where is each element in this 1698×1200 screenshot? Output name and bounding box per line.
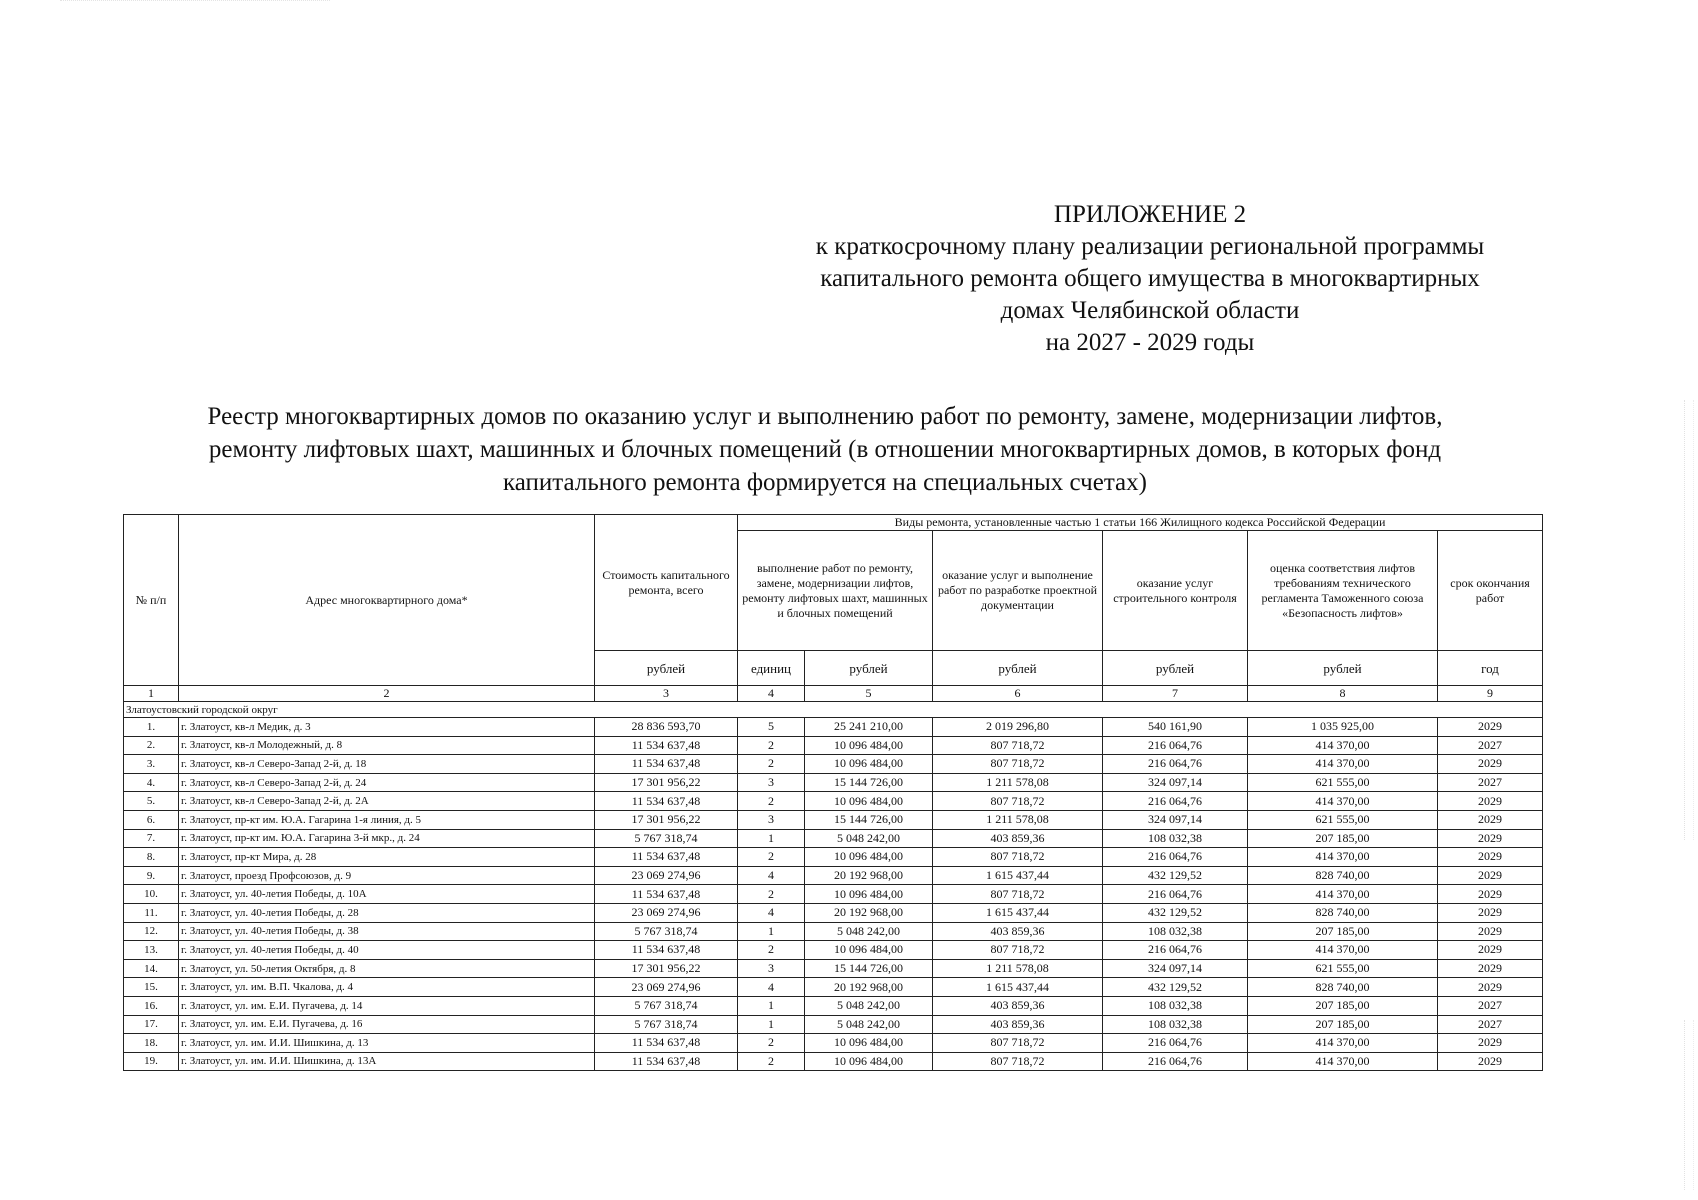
row-cost: 17 301 956,22 bbox=[595, 810, 738, 829]
unit-lift-count: единиц bbox=[738, 651, 805, 686]
row-control-cost: 540 161,90 bbox=[1103, 718, 1248, 737]
row-cost: 17 301 956,22 bbox=[595, 959, 738, 978]
column-number: 5 bbox=[805, 686, 933, 702]
row-lift-cost: 5 048 242,00 bbox=[805, 922, 933, 941]
column-number: 7 bbox=[1103, 686, 1248, 702]
row-year: 2027 bbox=[1438, 1015, 1543, 1034]
row-control-cost: 216 064,76 bbox=[1103, 848, 1248, 867]
table-row bbox=[124, 1034, 1543, 1053]
row-year: 2027 bbox=[1438, 736, 1543, 755]
row-control-cost: 108 032,38 bbox=[1103, 996, 1248, 1015]
appendix-line: капитального ремонта общего имущества в многоквартирных bbox=[820, 265, 1480, 292]
row-cost: 5 767 318,74 bbox=[595, 1015, 738, 1034]
row-lift-cost: 20 192 968,00 bbox=[805, 978, 933, 997]
row-address: г. Златоуст, кв-л Северо-Запад 2-й, д. 18 bbox=[179, 755, 595, 774]
row-number: 7. bbox=[124, 829, 179, 848]
row-lift-cost: 20 192 968,00 bbox=[805, 866, 933, 885]
row-lift-units: 2 bbox=[738, 848, 805, 867]
unit-control: рублей bbox=[1103, 651, 1248, 686]
header-lift-works: выполнение работ по ремонту, замене, модернизации лифтов, ремонту лифтовых шахт, машинных и блочных помещений bbox=[738, 531, 933, 651]
row-lift-units: 4 bbox=[738, 903, 805, 922]
row-year: 2029 bbox=[1438, 1052, 1543, 1071]
row-year: 2029 bbox=[1438, 810, 1543, 829]
row-lift-cost: 10 096 484,00 bbox=[805, 885, 933, 904]
table-row bbox=[124, 736, 1543, 755]
register-title-line: капитального ремонта формируется на специальных счетах) bbox=[503, 469, 1147, 496]
row-design-cost: 1 211 578,08 bbox=[933, 959, 1103, 978]
header-cost: Стоимость капитального ремонта, всего bbox=[595, 515, 738, 651]
row-control-cost: 432 129,52 bbox=[1103, 903, 1248, 922]
table-row bbox=[124, 996, 1543, 1015]
row-assessment-cost: 414 370,00 bbox=[1248, 885, 1438, 904]
row-cost: 28 836 593,70 bbox=[595, 718, 738, 737]
table-row bbox=[124, 848, 1543, 867]
row-lift-units: 3 bbox=[738, 773, 805, 792]
row-assessment-cost: 414 370,00 bbox=[1248, 1052, 1438, 1071]
appendix-period: на 2027 - 2029 годы bbox=[1045, 329, 1255, 356]
row-cost: 23 069 274,96 bbox=[595, 978, 738, 997]
row-design-cost: 807 718,72 bbox=[933, 1052, 1103, 1071]
scan-smudge bbox=[60, 0, 330, 7]
row-lift-units: 2 bbox=[738, 736, 805, 755]
row-number: 4. bbox=[124, 773, 179, 792]
row-year: 2029 bbox=[1438, 848, 1543, 867]
row-lift-units: 3 bbox=[738, 959, 805, 978]
row-number: 18. bbox=[124, 1034, 179, 1053]
row-design-cost: 403 859,36 bbox=[933, 829, 1103, 848]
row-cost: 11 534 637,48 bbox=[595, 736, 738, 755]
row-address: г. Златоуст, ул. 40-летия Победы, д. 38 bbox=[179, 922, 595, 941]
row-address: г. Златоуст, ул. им. И.И. Шишкина, д. 13 bbox=[179, 1034, 595, 1053]
appendix-header bbox=[790, 199, 1510, 359]
header-assessment: оценка соответствия лифтов требованиям технического регламента Таможенного союза «Безопасность лифтов» bbox=[1248, 531, 1438, 651]
row-lift-cost: 10 096 484,00 bbox=[805, 755, 933, 774]
row-address: г. Златоуст, пр-кт Мира, д. 28 bbox=[179, 848, 595, 867]
column-number: 4 bbox=[738, 686, 805, 702]
table-row bbox=[124, 978, 1543, 997]
column-number: 6 bbox=[933, 686, 1103, 702]
table-row bbox=[124, 718, 1543, 737]
table-row bbox=[124, 755, 1543, 774]
column-number: 1 bbox=[124, 686, 179, 702]
row-control-cost: 324 097,14 bbox=[1103, 959, 1248, 978]
row-design-cost: 807 718,72 bbox=[933, 885, 1103, 904]
row-lift-units: 2 bbox=[738, 1052, 805, 1071]
row-address: г. Златоуст, ул. 50-летия Октября, д. 8 bbox=[179, 959, 595, 978]
row-lift-cost: 10 096 484,00 bbox=[805, 848, 933, 867]
row-design-cost: 807 718,72 bbox=[933, 755, 1103, 774]
row-lift-units: 4 bbox=[738, 866, 805, 885]
row-assessment-cost: 414 370,00 bbox=[1248, 1034, 1438, 1053]
row-control-cost: 324 097,14 bbox=[1103, 810, 1248, 829]
unit-year: год bbox=[1438, 651, 1543, 686]
group-label: Златоустовский городской округ bbox=[124, 702, 1543, 718]
row-control-cost: 108 032,38 bbox=[1103, 1015, 1248, 1034]
row-cost: 5 767 318,74 bbox=[595, 829, 738, 848]
column-number-row bbox=[124, 686, 1543, 702]
column-number: 3 bbox=[595, 686, 738, 702]
row-lift-units: 1 bbox=[738, 922, 805, 941]
row-address: г. Златоуст, пр-кт им. Ю.А. Гагарина 3-й мкр., д. 24 bbox=[179, 829, 595, 848]
row-year: 2029 bbox=[1438, 885, 1543, 904]
row-address: г. Златоуст, кв-л Медик, д. 3 bbox=[179, 718, 595, 737]
row-design-cost: 1 615 437,44 bbox=[933, 866, 1103, 885]
row-year: 2029 bbox=[1438, 792, 1543, 811]
unit-design: рублей bbox=[933, 651, 1103, 686]
row-design-cost: 1 615 437,44 bbox=[933, 978, 1103, 997]
header-address: Адрес многоквартирного дома* bbox=[179, 515, 595, 686]
row-lift-units: 2 bbox=[738, 792, 805, 811]
header-control: оказание услуг строительного контроля bbox=[1103, 531, 1248, 651]
table-row bbox=[124, 941, 1543, 960]
row-year: 2029 bbox=[1438, 978, 1543, 997]
register-table bbox=[123, 514, 1543, 1071]
header-deadline: срок окончания работ bbox=[1438, 531, 1543, 651]
row-control-cost: 216 064,76 bbox=[1103, 792, 1248, 811]
row-lift-cost: 10 096 484,00 bbox=[805, 1052, 933, 1071]
row-assessment-cost: 1 035 925,00 bbox=[1248, 718, 1438, 737]
row-design-cost: 1 211 578,08 bbox=[933, 810, 1103, 829]
register-title-line: ремонту лифтовых шахт, машинных и блочных помещений (в отношении многоквартирных домов, в которых фонд bbox=[208, 436, 1442, 463]
appendix-title: ПРИЛОЖЕНИЕ 2 bbox=[1053, 201, 1247, 228]
row-control-cost: 216 064,76 bbox=[1103, 1034, 1248, 1053]
row-assessment-cost: 828 740,00 bbox=[1248, 903, 1438, 922]
row-lift-cost: 5 048 242,00 bbox=[805, 996, 933, 1015]
row-number: 10. bbox=[124, 885, 179, 904]
row-lift-cost: 15 144 726,00 bbox=[805, 959, 933, 978]
row-address: г. Златоуст, ул. 40-летия Победы, д. 28 bbox=[179, 903, 595, 922]
row-assessment-cost: 828 740,00 bbox=[1248, 978, 1438, 997]
row-number: 6. bbox=[124, 810, 179, 829]
row-lift-cost: 10 096 484,00 bbox=[805, 792, 933, 811]
row-control-cost: 216 064,76 bbox=[1103, 885, 1248, 904]
row-address: г. Златоуст, кв-л Молодежный, д. 8 bbox=[179, 736, 595, 755]
table-row bbox=[124, 829, 1543, 848]
column-number: 2 bbox=[179, 686, 595, 702]
row-number: 1. bbox=[124, 718, 179, 737]
row-lift-cost: 15 144 726,00 bbox=[805, 810, 933, 829]
row-year: 2029 bbox=[1438, 755, 1543, 774]
row-cost: 23 069 274,96 bbox=[595, 903, 738, 922]
row-cost: 11 534 637,48 bbox=[595, 755, 738, 774]
row-lift-units: 4 bbox=[738, 978, 805, 997]
column-number: 9 bbox=[1438, 686, 1543, 702]
row-year: 2029 bbox=[1438, 959, 1543, 978]
row-assessment-cost: 207 185,00 bbox=[1248, 922, 1438, 941]
table-row bbox=[124, 885, 1543, 904]
unit-cost: рублей bbox=[595, 651, 738, 686]
row-year: 2029 bbox=[1438, 1034, 1543, 1053]
row-assessment-cost: 621 555,00 bbox=[1248, 959, 1438, 978]
row-number: 17. bbox=[124, 1015, 179, 1034]
row-number: 15. bbox=[124, 978, 179, 997]
row-assessment-cost: 414 370,00 bbox=[1248, 941, 1438, 960]
row-control-cost: 216 064,76 bbox=[1103, 736, 1248, 755]
unit-lift-rub: рублей bbox=[805, 651, 933, 686]
row-cost: 5 767 318,74 bbox=[595, 922, 738, 941]
register-title-line: Реестр многоквартирных домов по оказанию услуг и выполнению работ по ремонту, замене, модернизации лифтов, bbox=[207, 403, 1443, 430]
header-design: оказание услуг и выполнение работ по разработке проектной документации bbox=[933, 531, 1103, 651]
row-year: 2029 bbox=[1438, 866, 1543, 885]
row-cost: 11 534 637,48 bbox=[595, 848, 738, 867]
row-cost: 5 767 318,74 bbox=[595, 996, 738, 1015]
row-design-cost: 1 211 578,08 bbox=[933, 773, 1103, 792]
appendix-line: домах Челябинской области bbox=[1000, 297, 1300, 324]
row-design-cost: 807 718,72 bbox=[933, 848, 1103, 867]
row-lift-cost: 5 048 242,00 bbox=[805, 1015, 933, 1034]
row-cost: 11 534 637,48 bbox=[595, 941, 738, 960]
row-year: 2027 bbox=[1438, 773, 1543, 792]
row-assessment-cost: 621 555,00 bbox=[1248, 773, 1438, 792]
row-lift-units: 2 bbox=[738, 885, 805, 904]
row-number: 8. bbox=[124, 848, 179, 867]
row-lift-units: 1 bbox=[738, 996, 805, 1015]
row-lift-cost: 25 241 210,00 bbox=[805, 718, 933, 737]
row-design-cost: 807 718,72 bbox=[933, 736, 1103, 755]
row-year: 2029 bbox=[1438, 718, 1543, 737]
table-row bbox=[124, 810, 1543, 829]
row-number: 12. bbox=[124, 922, 179, 941]
row-number: 19. bbox=[124, 1052, 179, 1071]
table-row bbox=[124, 1052, 1543, 1071]
row-design-cost: 1 615 437,44 bbox=[933, 903, 1103, 922]
row-design-cost: 403 859,36 bbox=[933, 922, 1103, 941]
row-cost: 11 534 637,48 bbox=[595, 1034, 738, 1053]
row-control-cost: 432 129,52 bbox=[1103, 978, 1248, 997]
row-address: г. Златоуст, кв-л Северо-Запад 2-й, д. 24 bbox=[179, 773, 595, 792]
row-control-cost: 216 064,76 bbox=[1103, 1052, 1248, 1071]
row-assessment-cost: 207 185,00 bbox=[1248, 996, 1438, 1015]
row-assessment-cost: 414 370,00 bbox=[1248, 792, 1438, 811]
row-design-cost: 807 718,72 bbox=[933, 792, 1103, 811]
row-control-cost: 216 064,76 bbox=[1103, 755, 1248, 774]
row-year: 2029 bbox=[1438, 941, 1543, 960]
header-repair-types: Виды ремонта, установленные частью 1 статьи 166 Жилищного кодекса Российской Федерации bbox=[738, 515, 1543, 531]
unit-assessment: рублей bbox=[1248, 651, 1438, 686]
row-address: г. Златоуст, пр-кт им. Ю.А. Гагарина 1-я линия, д. 5 bbox=[179, 810, 595, 829]
row-lift-cost: 10 096 484,00 bbox=[805, 736, 933, 755]
column-number: 8 bbox=[1248, 686, 1438, 702]
row-assessment-cost: 207 185,00 bbox=[1248, 1015, 1438, 1034]
row-cost: 11 534 637,48 bbox=[595, 885, 738, 904]
row-control-cost: 108 032,38 bbox=[1103, 922, 1248, 941]
row-number: 16. bbox=[124, 996, 179, 1015]
row-number: 3. bbox=[124, 755, 179, 774]
row-number: 13. bbox=[124, 941, 179, 960]
row-control-cost: 216 064,76 bbox=[1103, 941, 1248, 960]
row-address: г. Златоуст, ул. им. Е.И. Пугачева, д. 16 bbox=[179, 1015, 595, 1034]
row-number: 9. bbox=[124, 866, 179, 885]
row-year: 2029 bbox=[1438, 922, 1543, 941]
row-number: 5. bbox=[124, 792, 179, 811]
row-lift-units: 3 bbox=[738, 810, 805, 829]
table-row bbox=[124, 959, 1543, 978]
row-year: 2029 bbox=[1438, 829, 1543, 848]
register-title bbox=[160, 400, 1490, 499]
row-year: 2029 bbox=[1438, 903, 1543, 922]
row-lift-units: 1 bbox=[738, 1015, 805, 1034]
row-control-cost: 432 129,52 bbox=[1103, 866, 1248, 885]
row-cost: 11 534 637,48 bbox=[595, 1052, 738, 1071]
row-address: г. Златоуст, ул. им. В.П. Чкалова, д. 4 bbox=[179, 978, 595, 997]
row-number: 11. bbox=[124, 903, 179, 922]
row-cost: 23 069 274,96 bbox=[595, 866, 738, 885]
row-address: г. Златоуст, ул. 40-летия Победы, д. 40 bbox=[179, 941, 595, 960]
row-design-cost: 807 718,72 bbox=[933, 1034, 1103, 1053]
row-address: г. Златоуст, ул. 40-летия Победы, д. 10А bbox=[179, 885, 595, 904]
row-control-cost: 324 097,14 bbox=[1103, 773, 1248, 792]
group-row bbox=[124, 702, 1543, 718]
row-lift-units: 2 bbox=[738, 755, 805, 774]
row-lift-cost: 20 192 968,00 bbox=[805, 903, 933, 922]
row-assessment-cost: 828 740,00 bbox=[1248, 866, 1438, 885]
table-row bbox=[124, 1015, 1543, 1034]
row-number: 14. bbox=[124, 959, 179, 978]
table-row bbox=[124, 922, 1543, 941]
appendix-line: к краткосрочному плану реализации региональной программы bbox=[815, 233, 1485, 260]
table-row bbox=[124, 792, 1543, 811]
row-design-cost: 403 859,36 bbox=[933, 1015, 1103, 1034]
scan-edge-noise bbox=[1684, 400, 1694, 840]
row-lift-units: 2 bbox=[738, 1034, 805, 1053]
table-row bbox=[124, 773, 1543, 792]
row-lift-cost: 15 144 726,00 bbox=[805, 773, 933, 792]
row-assessment-cost: 621 555,00 bbox=[1248, 810, 1438, 829]
row-lift-cost: 10 096 484,00 bbox=[805, 1034, 933, 1053]
row-address: г. Златоуст, проезд Профсоюзов, д. 9 bbox=[179, 866, 595, 885]
row-number: 2. bbox=[124, 736, 179, 755]
row-lift-units: 1 bbox=[738, 829, 805, 848]
row-lift-units: 5 bbox=[738, 718, 805, 737]
table-row bbox=[124, 903, 1543, 922]
row-design-cost: 807 718,72 bbox=[933, 941, 1103, 960]
row-year: 2027 bbox=[1438, 996, 1543, 1015]
row-control-cost: 108 032,38 bbox=[1103, 829, 1248, 848]
row-lift-cost: 5 048 242,00 bbox=[805, 829, 933, 848]
row-lift-cost: 10 096 484,00 bbox=[805, 941, 933, 960]
row-address: г. Златоуст, ул. им. Е.И. Пугачева, д. 14 bbox=[179, 996, 595, 1015]
row-cost: 11 534 637,48 bbox=[595, 792, 738, 811]
row-assessment-cost: 414 370,00 bbox=[1248, 736, 1438, 755]
header-num: № п/п bbox=[124, 515, 179, 686]
row-address: г. Златоуст, кв-л Северо-Запад 2-й, д. 2А bbox=[179, 792, 595, 811]
row-cost: 17 301 956,22 bbox=[595, 773, 738, 792]
row-assessment-cost: 207 185,00 bbox=[1248, 829, 1438, 848]
scan-edge-noise bbox=[1684, 1020, 1694, 1190]
row-design-cost: 403 859,36 bbox=[933, 996, 1103, 1015]
row-lift-units: 2 bbox=[738, 941, 805, 960]
row-assessment-cost: 414 370,00 bbox=[1248, 755, 1438, 774]
row-address: г. Златоуст, ул. им. И.И. Шишкина, д. 13А bbox=[179, 1052, 595, 1071]
table-row bbox=[124, 866, 1543, 885]
row-assessment-cost: 414 370,00 bbox=[1248, 848, 1438, 867]
row-design-cost: 2 019 296,80 bbox=[933, 718, 1103, 737]
